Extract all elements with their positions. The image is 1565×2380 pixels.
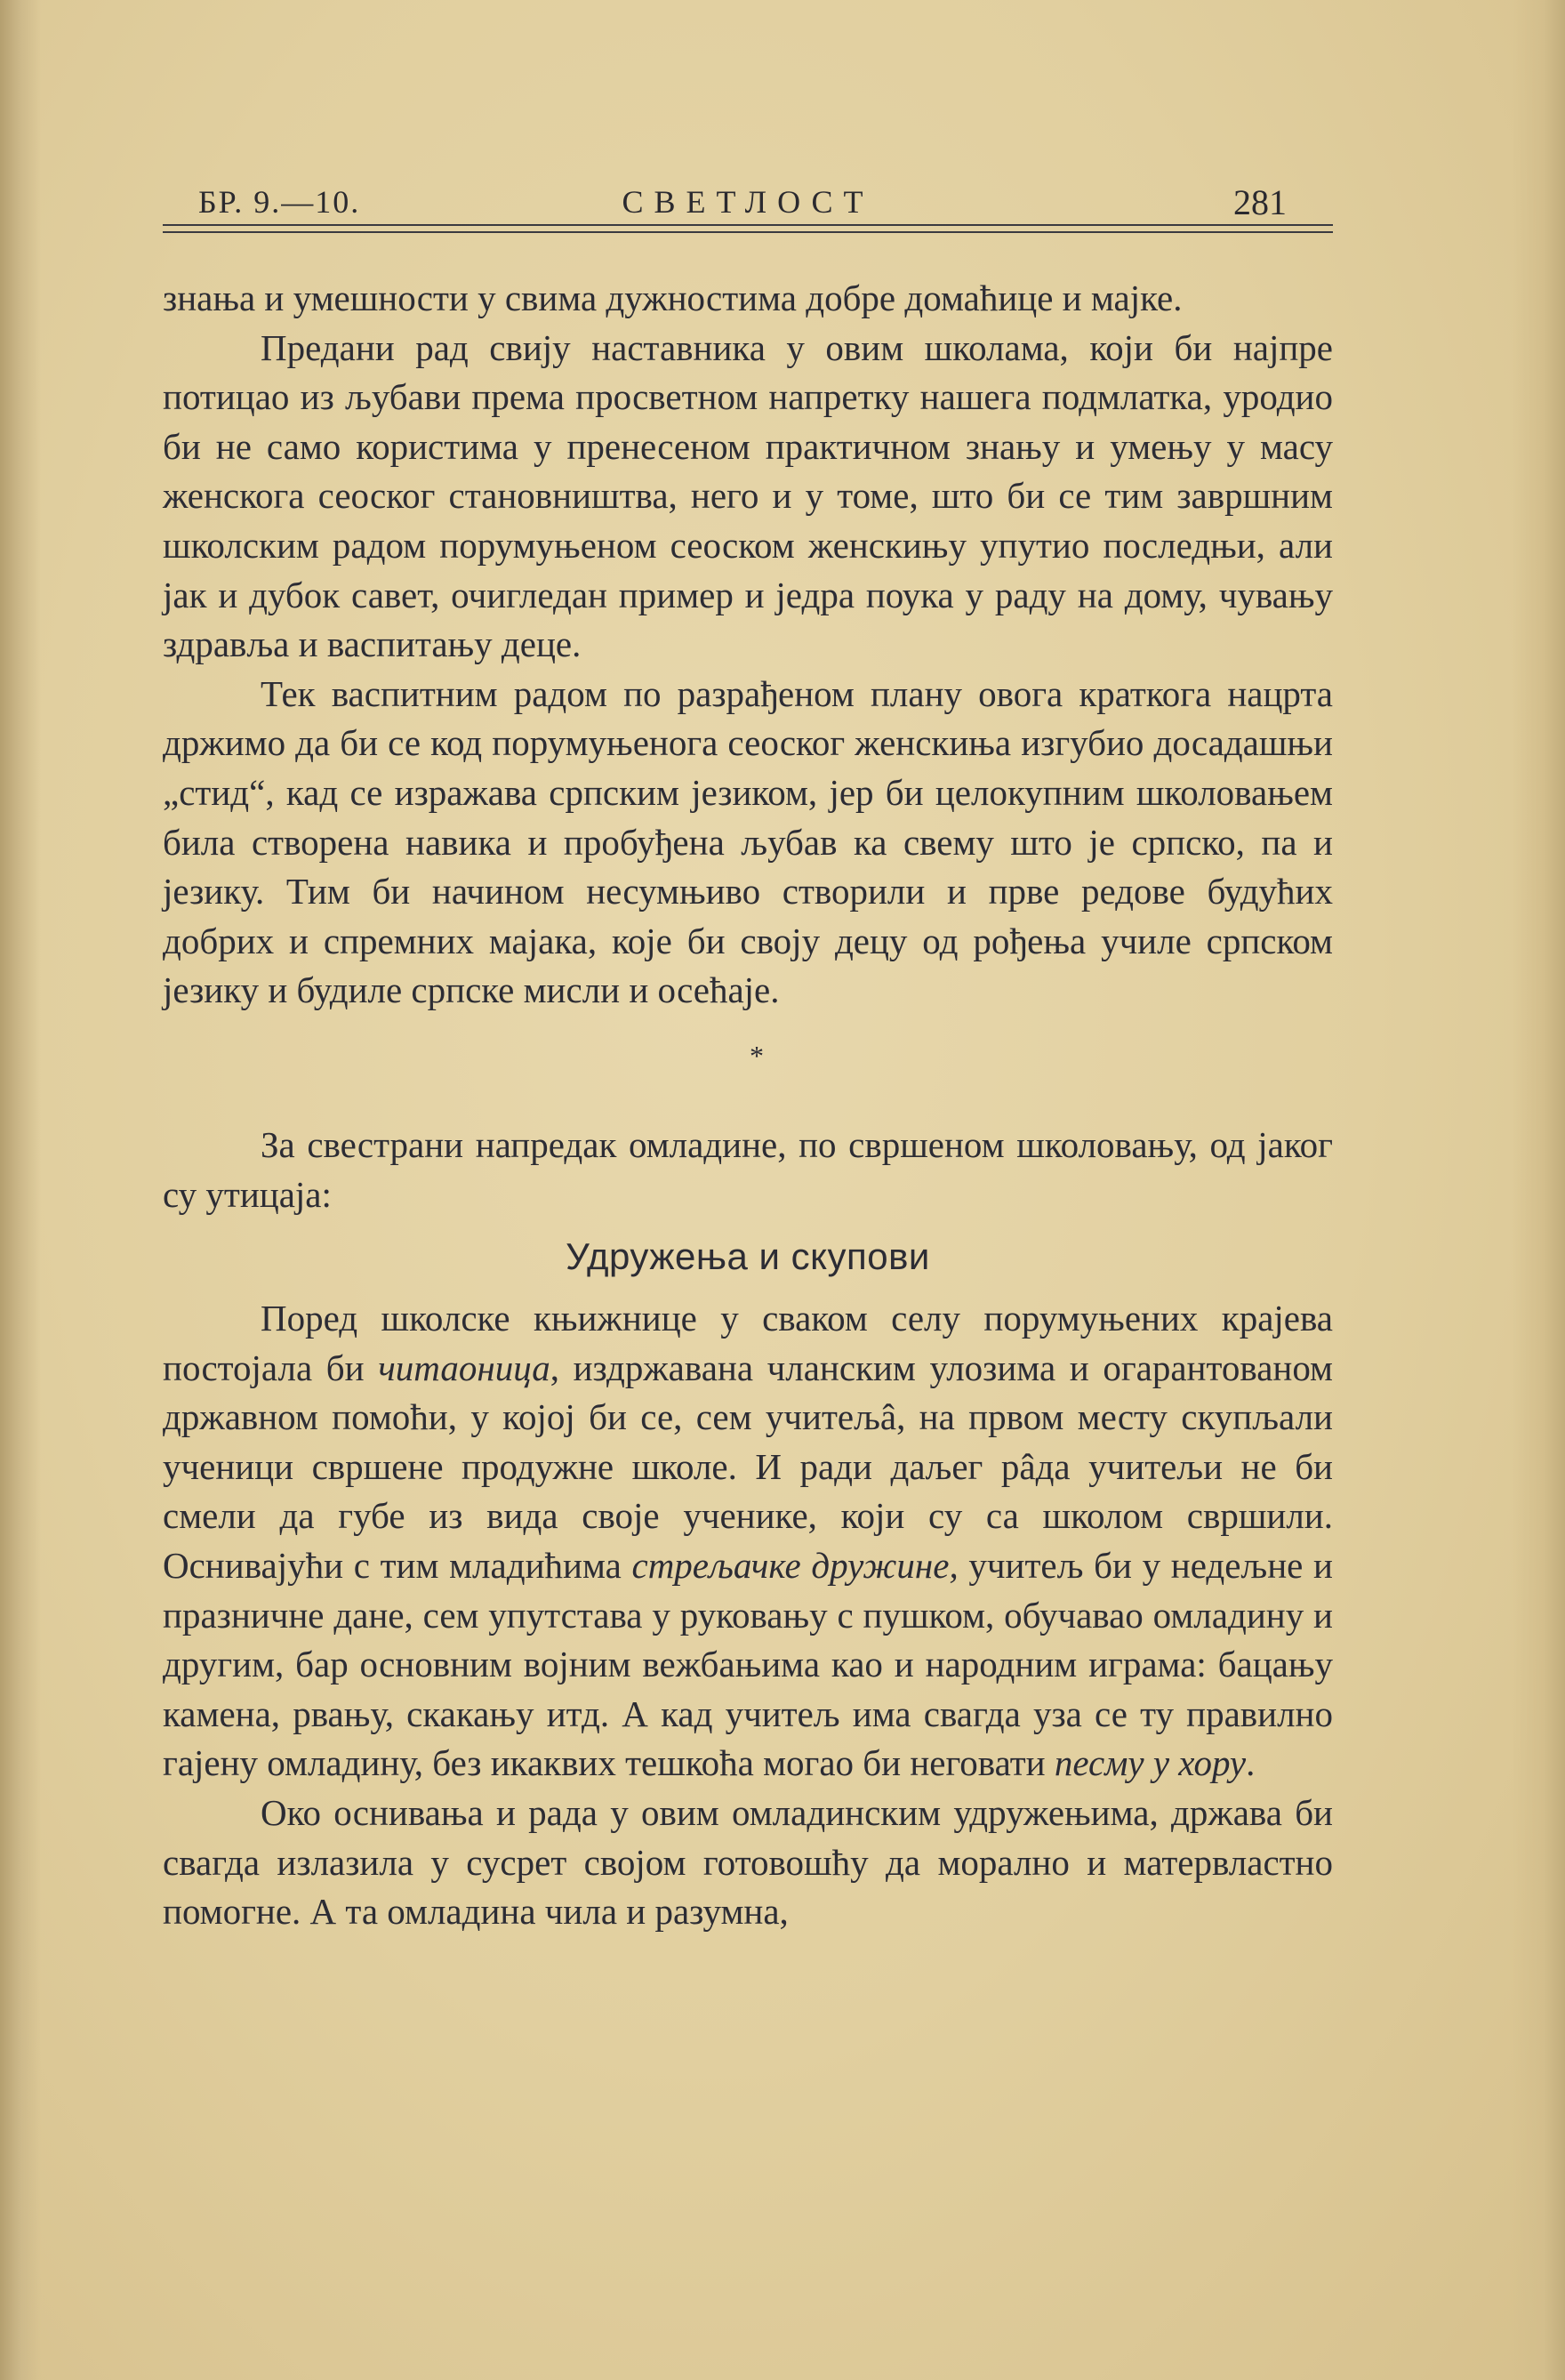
journal-title: СВЕТЛОСТ — [622, 184, 874, 220]
text-run: , издржавана чланским улозима и огарантованом државном помоћи, у којој би се, сем учитељâ, на првом месту скупљали ученици свршене продужне школе. И ради даљег рâда учитељи не би смели да губе из вида своје ученике, који су са школом свршили. Оснивајући с тим младићима — [163, 1347, 1333, 1587]
paragraph — [163, 1294, 1333, 1789]
text-run: . — [1246, 1742, 1256, 1784]
italic-term-choir-song: песму у хору — [1054, 1742, 1247, 1784]
issue-number: БР. 9.—10. — [198, 184, 361, 220]
page-edge-shadow-right — [1512, 0, 1565, 2380]
section-separator: * — [750, 1039, 764, 1072]
section-heading: Удружења и скупови — [566, 1235, 930, 1278]
italic-term-rifle-clubs: стрељачке дружине, — [631, 1545, 959, 1587]
spacer — [163, 1096, 1333, 1121]
running-header — [163, 178, 1333, 231]
header-rule-top — [163, 224, 1333, 226]
paragraph: Тек васпитним радом по разрађеном плану овога краткога нацрта држимо да би се код порумуњенога сеоског женскиња изгубио досадашњи „стид“, кад се изражава српским језиком, јер би целокупним школовањем била створена навика и пробуђена љубав ка свему што је српско, па и језику. Тим би начином несумњиво створили и прве редове будућих добрих и спремних мајака, које би своју децу од рођења училе српском језику и будиле српске мисли и осећаје. — [163, 672, 1333, 1011]
paragraph: За свестрани напредак омладине, по свршеном школовању, од јаког су утицаја: — [163, 1123, 1333, 1215]
body-text — [163, 274, 1333, 1937]
paragraph: Око оснивања и рада у овим омладинским удружењима, држава би свагда излазила у сусрет својом готовошћу да морално и матервластно помогне. А та омладина чила и разумна, — [163, 1792, 1333, 1933]
text-run: Поред школске књижнице у сваком селу порумуњених крајева постојала би — [163, 1298, 1333, 1388]
text-run: учитељ би у недељне и празничне дане, сем упутстава у руковању с пушком, обучавао омладину и другим, бар основним војним вежбањима као и народним играма: бацању камена, рвању, скакању итд. А кад учитељ има свагда уза се ту правилно гајену омладину, без икаквих тешкоћа могао би неговати — [163, 1545, 1333, 1784]
header-rule-bottom — [163, 231, 1333, 233]
paragraph: Предани рад свију наставника у овим школама, који би најпре потицао из љубави према просветном напретку нашега подмлатка, уродио би не само користима у пренесеном практичном знању и умењу у масу женскога сеоског становништва, него и у томе, што би се тим завршним школским радом порумуњеном сеоском женскињу упутио последњи, али јак и дубок савет, очигледан пример и једра поука у раду на дому, чувању здравља и васпитању деце. — [163, 326, 1333, 665]
paragraph-continued: знања и умешности у свима дужностима добре домаћице и мајке. — [163, 277, 1183, 318]
page-edge-shadow-left — [0, 0, 41, 2380]
italic-term-reading-room: читаоница — [378, 1347, 550, 1388]
page-number: 281 — [1233, 182, 1287, 222]
